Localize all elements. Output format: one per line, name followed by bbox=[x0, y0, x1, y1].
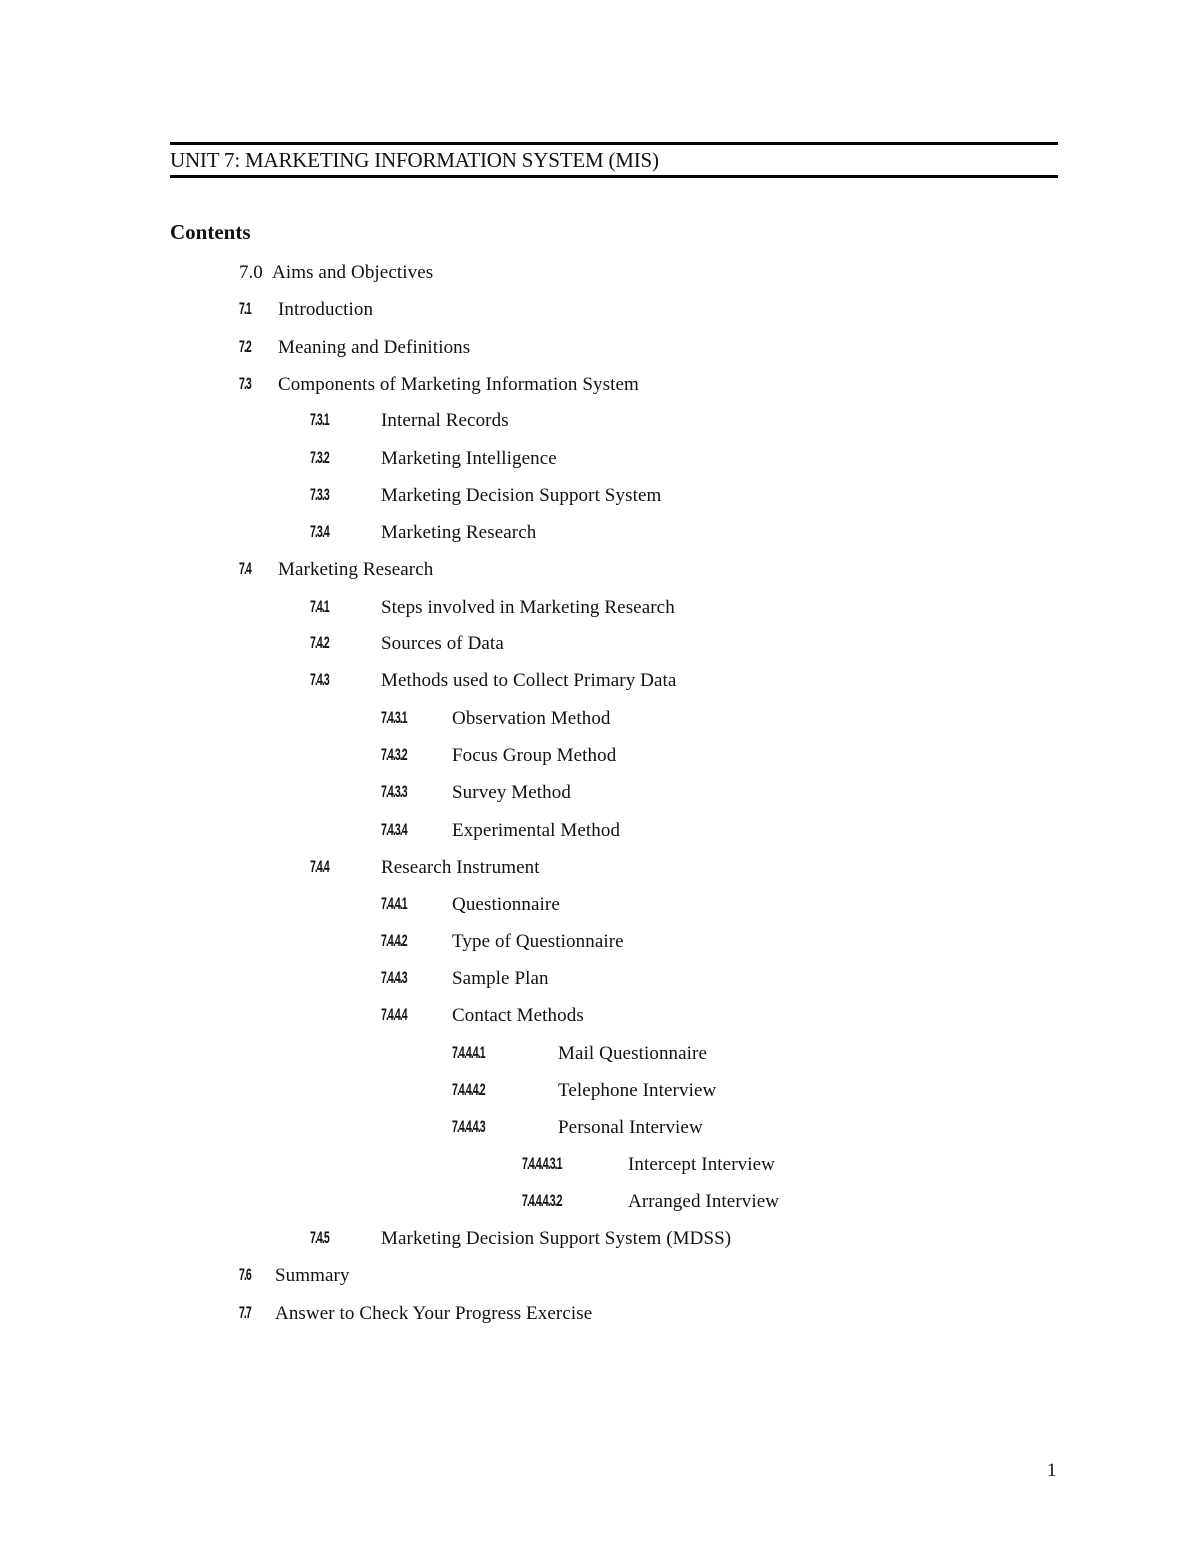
toc-entry-label: Personal Interview bbox=[558, 1117, 703, 1138]
toc-entry bbox=[0, 374, 1200, 402]
toc-entry bbox=[0, 559, 1200, 587]
toc-entry-number: 7.3.1 bbox=[310, 410, 329, 429]
unit-title: UNIT 7: MARKETING INFORMATION SYSTEM (MIS) bbox=[170, 148, 659, 172]
toc-entry-number: 7.4.4.4.3.1 bbox=[522, 1154, 562, 1173]
toc-entry-label: Questionnaire bbox=[452, 894, 560, 915]
toc-entry-number: 7.4.4.2 bbox=[381, 931, 407, 950]
toc-entry-number: 7.6 bbox=[239, 1265, 251, 1284]
toc-entry bbox=[0, 857, 1200, 885]
toc-entry-number: 7.7 bbox=[239, 1303, 251, 1322]
toc-entry-number: 7.4.4.4.2 bbox=[452, 1080, 485, 1099]
toc-entry bbox=[0, 633, 1200, 661]
toc-entry-label: Type of Questionnaire bbox=[452, 931, 624, 952]
toc-entry-label: Steps involved in Marketing Research bbox=[381, 597, 675, 618]
toc-entry-label: Aims and Objectives bbox=[272, 262, 434, 283]
toc-entry bbox=[0, 745, 1200, 773]
toc-entry-label: Marketing Decision Support System (MDSS) bbox=[381, 1228, 732, 1249]
toc-entry-number: 7.4.4.4 bbox=[381, 1005, 407, 1024]
toc-entry-number: 7.4 bbox=[239, 559, 251, 578]
toc-entry-label: Answer to Check Your Progress Exercise bbox=[275, 1303, 593, 1324]
toc-entry bbox=[0, 1228, 1200, 1256]
toc-entry bbox=[0, 931, 1200, 959]
toc-entry-number: 7.4.2 bbox=[310, 633, 329, 652]
toc-entry bbox=[0, 1303, 1200, 1331]
toc-entry-label: Intercept Interview bbox=[628, 1154, 775, 1175]
toc-entry bbox=[0, 522, 1200, 550]
toc-entry-label: Focus Group Method bbox=[452, 745, 617, 766]
toc-entry-label: Components of Marketing Information System bbox=[278, 374, 639, 395]
title-top-rule bbox=[170, 142, 1058, 145]
toc-entry-number: 7.3 bbox=[239, 374, 251, 393]
toc-entry-number: 7.2 bbox=[239, 337, 251, 356]
toc-entry bbox=[0, 894, 1200, 922]
toc-entry-label: Sources of Data bbox=[381, 633, 504, 654]
toc-entry-number: 7.4.3.3 bbox=[381, 782, 407, 801]
toc-entry-number: 7.3.2 bbox=[310, 448, 329, 467]
toc-entry bbox=[0, 262, 1200, 290]
toc-entry bbox=[0, 448, 1200, 476]
toc-entry bbox=[0, 410, 1200, 438]
toc-entry-number: 7.4.3 bbox=[310, 670, 329, 689]
toc-entry-number: 7.4.3.4 bbox=[381, 820, 407, 839]
toc-entry-number: 7.0 bbox=[239, 262, 263, 283]
toc-entry-label: Meaning and Definitions bbox=[278, 337, 471, 358]
toc-entry bbox=[0, 1080, 1200, 1108]
toc-entry-number: 7.4.4.4.3 bbox=[452, 1117, 485, 1136]
toc-entry-label: Internal Records bbox=[381, 410, 509, 431]
toc-entry bbox=[0, 968, 1200, 996]
toc-entry-label: Telephone Interview bbox=[558, 1080, 717, 1101]
toc-entry-number: 7.4.5 bbox=[310, 1228, 329, 1247]
toc-entry-label: Summary bbox=[275, 1265, 350, 1286]
toc-entry-number: 7.4.3.1 bbox=[381, 708, 407, 727]
toc-entry bbox=[0, 485, 1200, 513]
toc-entry-label: Marketing Research bbox=[278, 559, 434, 580]
toc-entry-number: 7.1 bbox=[239, 299, 251, 318]
toc-entry bbox=[0, 337, 1200, 365]
toc-entry-label: Sample Plan bbox=[452, 968, 549, 989]
toc-entry-label: Contact Methods bbox=[452, 1005, 584, 1026]
toc-entry bbox=[0, 1154, 1200, 1182]
toc-entry-number: 7.4.4.3 bbox=[381, 968, 407, 987]
toc-entry-label: Marketing Research bbox=[381, 522, 537, 543]
toc-entry-number: 7.4.3.2 bbox=[381, 745, 407, 764]
toc-entry bbox=[0, 299, 1200, 327]
toc-entry-number: 7.3.4 bbox=[310, 522, 329, 541]
toc-entry bbox=[0, 1043, 1200, 1071]
toc-entry-number: 7.4.4.4.3.2 bbox=[522, 1191, 562, 1210]
toc-entry bbox=[0, 670, 1200, 698]
toc-entry bbox=[0, 820, 1200, 848]
toc-entry-label: Methods used to Collect Primary Data bbox=[381, 670, 677, 691]
toc-entry bbox=[0, 1005, 1200, 1033]
contents-heading: Contents bbox=[170, 220, 251, 244]
toc-entry-number: 7.4.4.1 bbox=[381, 894, 407, 913]
toc-entry-label: Survey Method bbox=[452, 782, 571, 803]
toc-entry bbox=[0, 597, 1200, 625]
toc-entry-label: Observation Method bbox=[452, 708, 611, 729]
title-bottom-rule bbox=[170, 175, 1058, 178]
toc-entry-number: 7.3.3 bbox=[310, 485, 329, 504]
toc-entry bbox=[0, 782, 1200, 810]
toc-entry-label: Marketing Decision Support System bbox=[381, 485, 662, 506]
toc-entry-label: Arranged Interview bbox=[628, 1191, 780, 1212]
toc-entry bbox=[0, 1191, 1200, 1219]
page-number: 1 bbox=[1047, 1460, 1057, 1481]
toc-entry-label: Introduction bbox=[278, 299, 374, 320]
toc-entry-label: Research Instrument bbox=[381, 857, 540, 878]
toc-entry-label: Marketing Intelligence bbox=[381, 448, 557, 469]
toc-entry bbox=[0, 708, 1200, 736]
toc-entry bbox=[0, 1265, 1200, 1293]
toc-entry-number: 7.4.1 bbox=[310, 597, 329, 616]
toc-entry-label: Experimental Method bbox=[452, 820, 621, 841]
toc-entry bbox=[0, 1117, 1200, 1145]
toc-entry-number: 7.4.4.4.1 bbox=[452, 1043, 485, 1062]
toc-entry-label: Mail Questionnaire bbox=[558, 1043, 708, 1064]
toc-entry-number: 7.4.4 bbox=[310, 857, 329, 876]
